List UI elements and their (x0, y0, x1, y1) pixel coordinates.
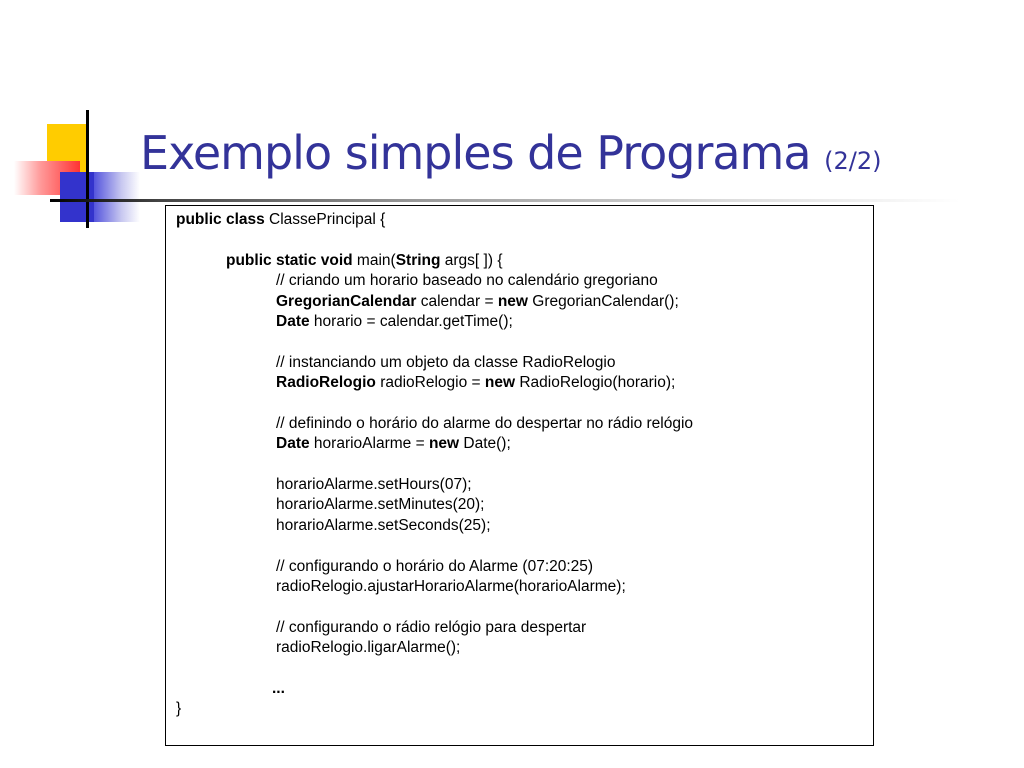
code-text: horarioAlarme = (309, 435, 429, 453)
code-text: radioRelogio = (375, 374, 485, 392)
vertical-line-decoration (86, 110, 89, 228)
blue-fade-decoration (94, 172, 140, 222)
code-blank-line (176, 332, 873, 352)
code-keyword: GregorianCalendar (276, 292, 417, 310)
slide-title-text: Exemplo simples de Programa (140, 126, 811, 180)
code-text: horario = calendar.getTime(); (309, 312, 513, 330)
slide-title-suffix: (2/2) (824, 147, 882, 175)
code-blank-line (176, 455, 873, 475)
code-comment: // configurando o rádio relógio para despertar (276, 618, 587, 636)
code-listing (165, 205, 874, 746)
code-keyword: public static void (226, 251, 353, 269)
code-text: GregorianCalendar(); (528, 292, 679, 310)
code-line (176, 292, 873, 312)
code-line: horarioAlarme.setSeconds(25); (276, 516, 491, 534)
code-text: args[ ] (440, 251, 488, 269)
code-line (176, 312, 873, 332)
slide-title (140, 126, 882, 180)
code-blank-line (176, 394, 873, 414)
code-text: Date(); (459, 435, 511, 453)
code-line: horarioAlarme.setHours(07); (276, 476, 472, 494)
code-keyword: RadioRelogio (276, 374, 376, 392)
code-text: ClassePrincipal { (264, 211, 386, 228)
code-line: radioRelogio.ajustarHorarioAlarme(horarioAlarme); (276, 578, 626, 596)
code-comment: // configurando o horário do Alarme (07:20:25) (276, 557, 594, 575)
code-line: radioRelogio.ligarAlarme(); (276, 639, 461, 657)
code-line: horarioAlarme.setMinutes(20); (276, 496, 485, 514)
code-text: main( (352, 251, 396, 269)
code-line: } (176, 700, 182, 718)
code-line (176, 434, 873, 454)
code-keyword: String (395, 251, 441, 269)
code-text: calendar = (416, 292, 498, 310)
code-keyword: Date (276, 435, 310, 453)
code-text: RadioRelogio(horario); (515, 374, 676, 392)
code-keyword: ... (272, 679, 285, 697)
code-line (176, 373, 873, 393)
code-blank-line (176, 536, 873, 556)
code-keyword: Date (276, 312, 310, 330)
code-keyword: public class (176, 211, 265, 228)
code-comment: // definindo o horário do alarme do despertar no rádio relógio (276, 414, 694, 432)
code-line (176, 251, 873, 271)
code-text: ) { (487, 251, 503, 269)
code-ellipsis (176, 679, 873, 699)
code-keyword: new (484, 374, 516, 392)
code-line (176, 210, 873, 230)
code-comment: // instanciando um objeto da classe RadioRelogio (276, 353, 616, 371)
code-keyword: new (428, 435, 460, 453)
code-keyword: new (497, 292, 528, 310)
code-blank-line (176, 230, 873, 250)
code-comment: // criando um horario baseado no calendário gregoriano (276, 272, 658, 290)
code-blank-line (176, 597, 873, 617)
title-underline (50, 199, 960, 202)
code-blank-line (176, 659, 873, 679)
slide-logo (0, 0, 140, 240)
